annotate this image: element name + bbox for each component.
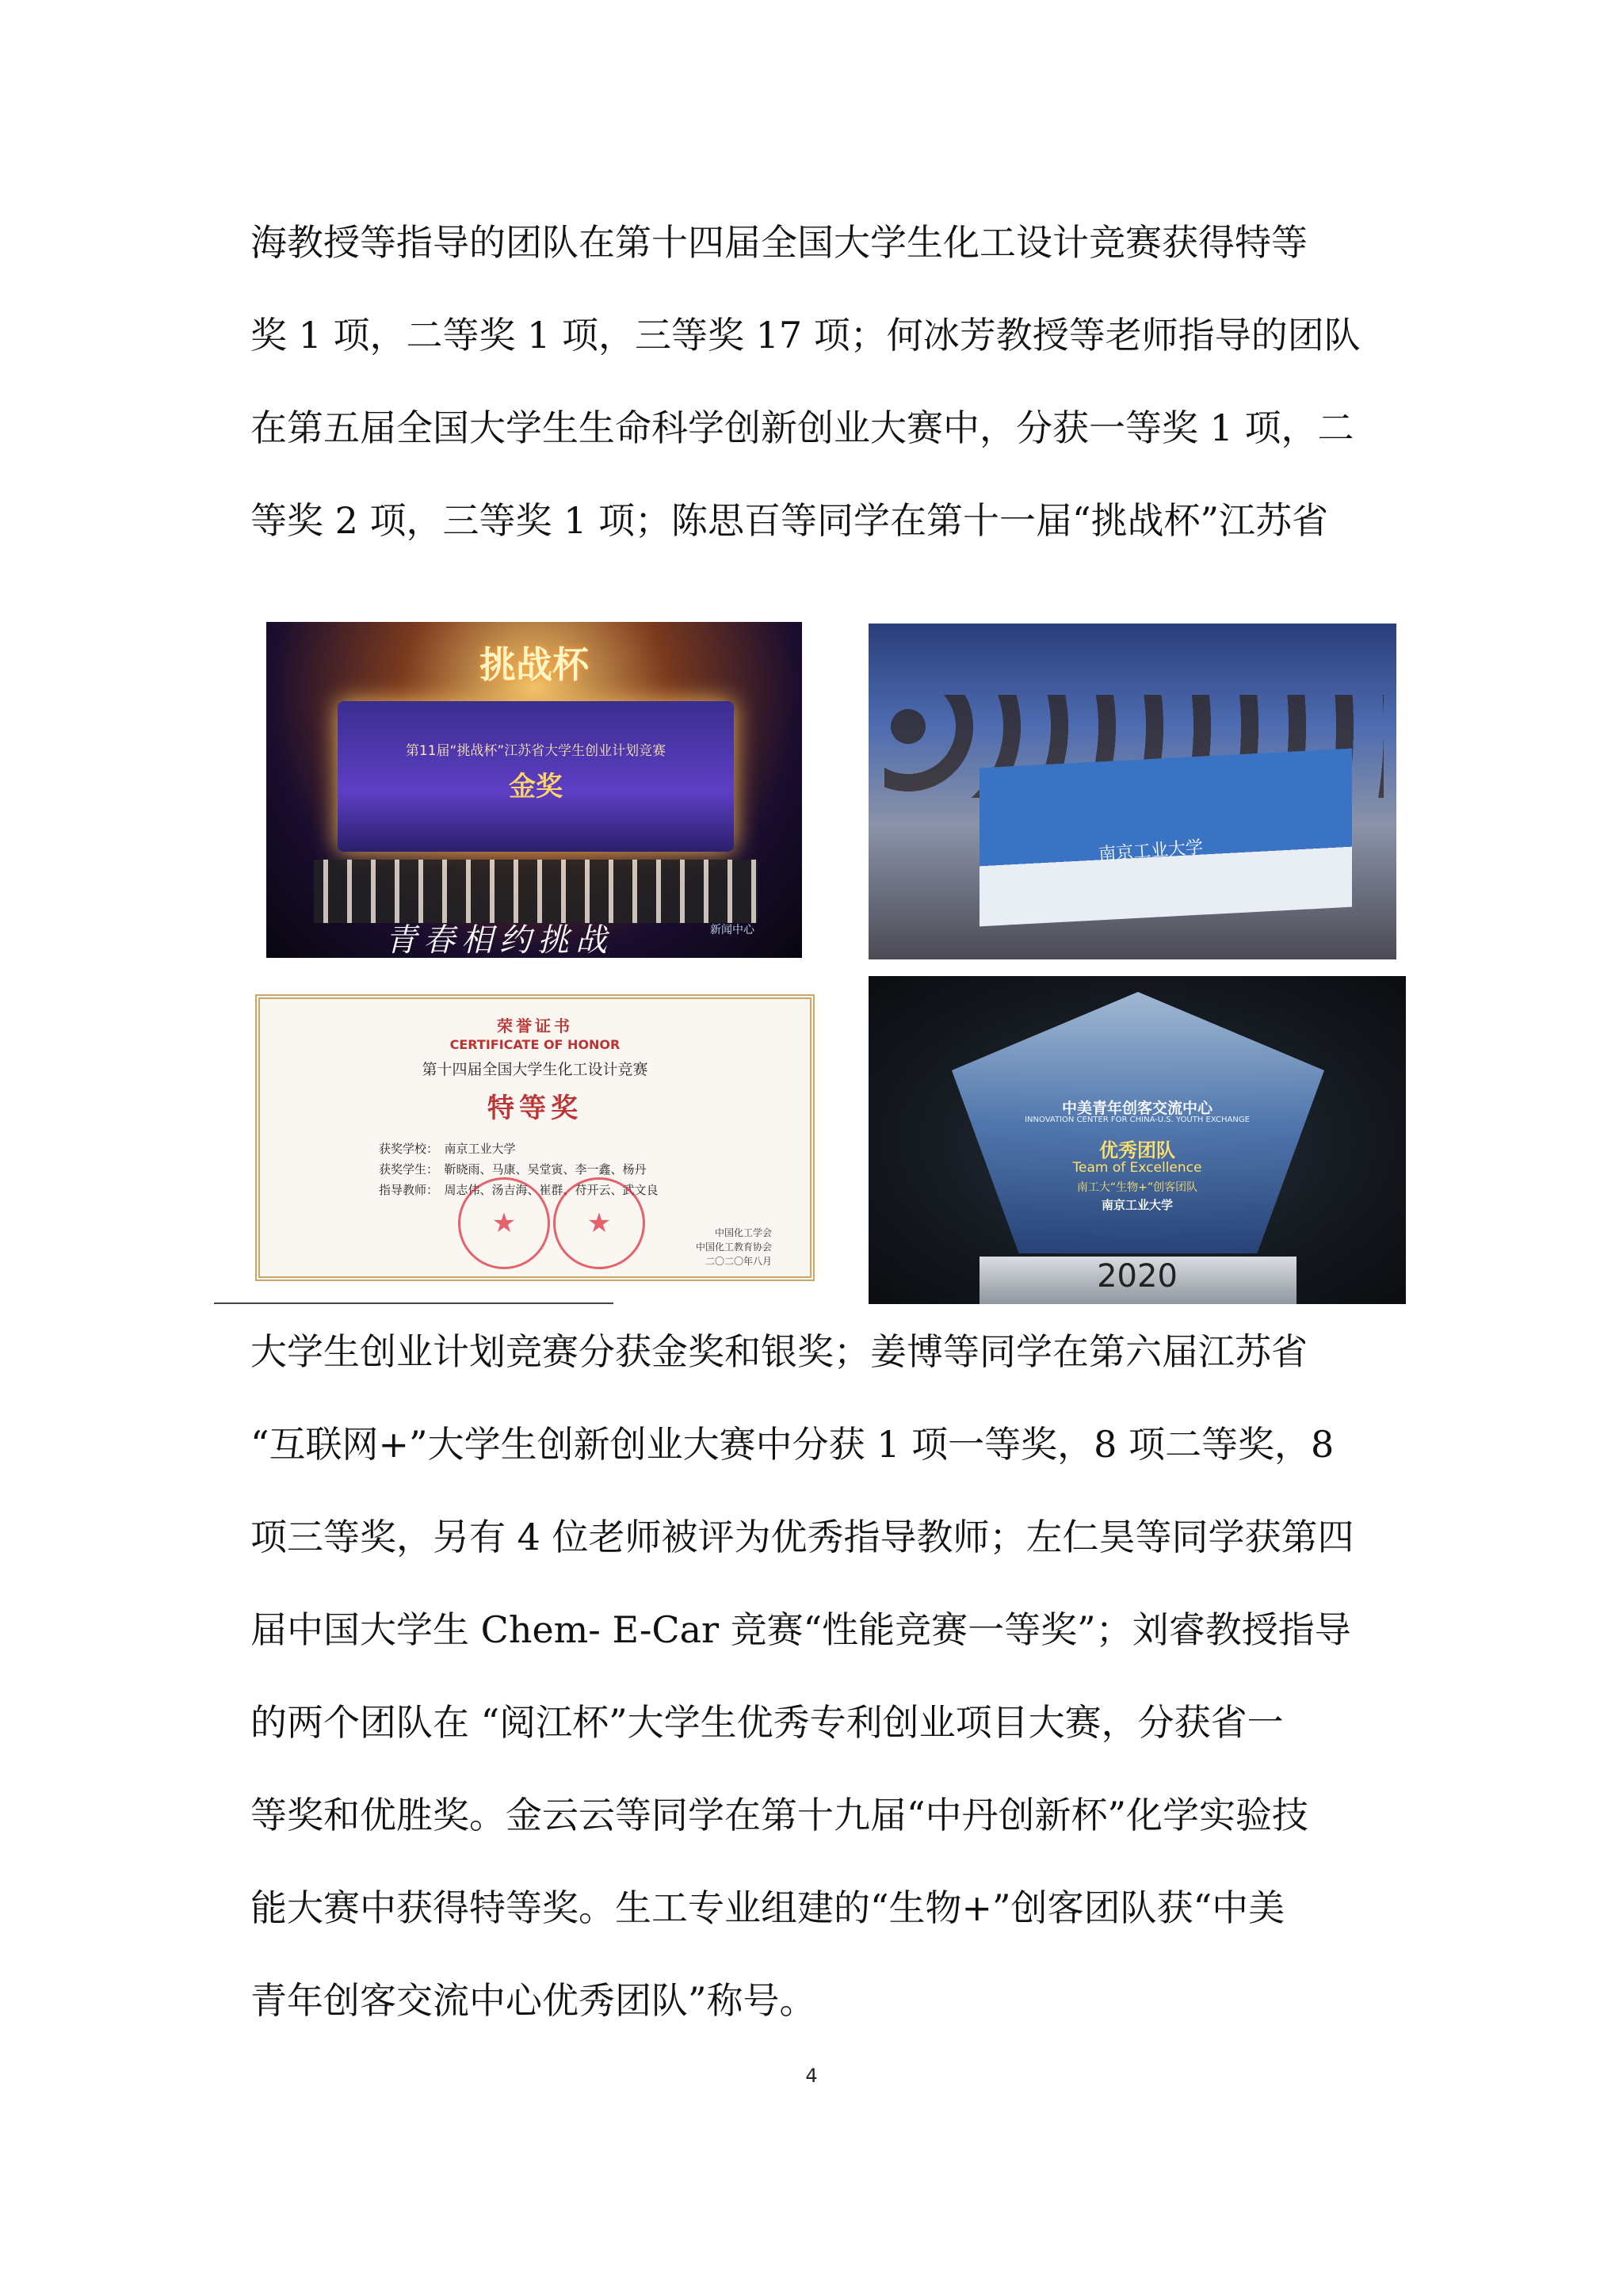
certificate-competition: 第十四届全国大学生化工设计竞赛 xyxy=(422,1061,648,1078)
text-line: 在第五届全国大学生生命科学创新创业大赛中，分获一等奖 1 项，二 xyxy=(250,406,1354,449)
issuer-2: 中国化工教育协会 xyxy=(695,1241,772,1253)
trophy-center: 中美青年创客交流中心 xyxy=(1061,1100,1212,1117)
certificate-title-en: CERTIFICATE OF HONOR xyxy=(449,1037,621,1052)
photo-certificate xyxy=(255,994,815,1281)
text-line: 海教授等指导的团队在第十四届全国大学生化工设计竞赛获得特等 xyxy=(250,221,1308,264)
certificate-title: 荣誉证书 xyxy=(497,1016,573,1035)
trophy-team: 南工大“生物+”创客团队 xyxy=(1076,1181,1198,1194)
trophy-center-en: INNOVATION CENTER FOR CHINA-U.S. YOUTH EXCHANGE xyxy=(1025,1116,1250,1124)
stage-slogan: 青春相约挑战 xyxy=(385,922,613,958)
red-seal xyxy=(553,1177,645,1269)
stage-screen xyxy=(338,701,734,852)
photo-watermark: 新闻中心 xyxy=(710,924,754,936)
paragraph-bottom xyxy=(250,1306,1395,2047)
screen-award: 金奖 xyxy=(509,771,563,803)
issue-date: 二〇二〇年八月 xyxy=(705,1256,772,1267)
photo-stage-award xyxy=(266,622,802,958)
red-seal xyxy=(458,1177,550,1269)
text-line: 届中国大学生 Chem- E-Car 竞赛“性能竞赛一等奖”；刘睿教授指导 xyxy=(250,1608,1351,1651)
text-line: 青年创客交流中心优秀团队”称号。 xyxy=(250,1979,816,2022)
text-line: “互联网+”大学生创新创业大赛中分获 1 项一等奖，8 项二等奖，8 xyxy=(250,1423,1335,1466)
text-line: 等奖和优胜奖。金云云等同学在第十九届“中丹创新杯”化学实验技 xyxy=(250,1794,1309,1836)
seal-star-icon: ★ xyxy=(586,1207,612,1239)
trophy-year: 2020 xyxy=(1097,1258,1178,1295)
text-line: 大学生创业计划竞赛分获金奖和银奖；姜博等同学在第六届江苏省 xyxy=(250,1330,1308,1373)
photo-team-flag xyxy=(869,624,1396,959)
text-line: 项三等奖，另有 4 位老师被评为优秀指导教师；左仁昊等同学获第四 xyxy=(250,1516,1354,1558)
issuer-1: 中国化工学会 xyxy=(714,1227,772,1238)
screen-title: 第11届“挑战杯”江苏省大学生创业计划竞赛 xyxy=(405,743,666,759)
text-line: 等奖 2 项，三等奖 1 项；陈思百等同学在第十一届“挑战杯”江苏省 xyxy=(250,499,1329,542)
award-winners-row xyxy=(314,860,758,923)
certificate-students: 获奖学生： 靳晓雨、马康、吴堂寅、李一鑫、杨丹 xyxy=(379,1162,647,1177)
trophy-school: 南京工业大学 xyxy=(1101,1198,1173,1212)
divider xyxy=(214,1302,613,1304)
certificate-teachers: 指导教师： 周志伟、汤吉海、崔群、苻开云、武文良 xyxy=(379,1183,659,1197)
paragraph-top xyxy=(250,196,1395,567)
certificate-award: 特等奖 xyxy=(487,1093,582,1124)
seal-star-icon: ★ xyxy=(491,1207,517,1239)
challenge-cup-logo: 挑战杯 xyxy=(479,643,589,686)
trophy-award-en: Team of Excellence xyxy=(1072,1160,1202,1176)
trophy-award: 优秀团队 xyxy=(1099,1139,1175,1161)
text-line: 奖 1 项，二等奖 1 项，三等奖 17 项；何冰芳教授等老师指导的团队 xyxy=(250,314,1361,357)
page-number: 4 xyxy=(805,2065,818,2087)
photo-trophy xyxy=(869,976,1406,1304)
text-line: 能大赛中获得特等奖。生工专业组建的“生物+”创客团队获“中美 xyxy=(250,1886,1285,1929)
flag-text: 南京工业大学 xyxy=(1098,837,1204,865)
certificate-school: 获奖学校： 南京工业大学 xyxy=(379,1142,516,1156)
text-line: 的两个团队在 “阅江杯”大学生优秀专利创业项目大赛，分获省一 xyxy=(250,1701,1284,1744)
